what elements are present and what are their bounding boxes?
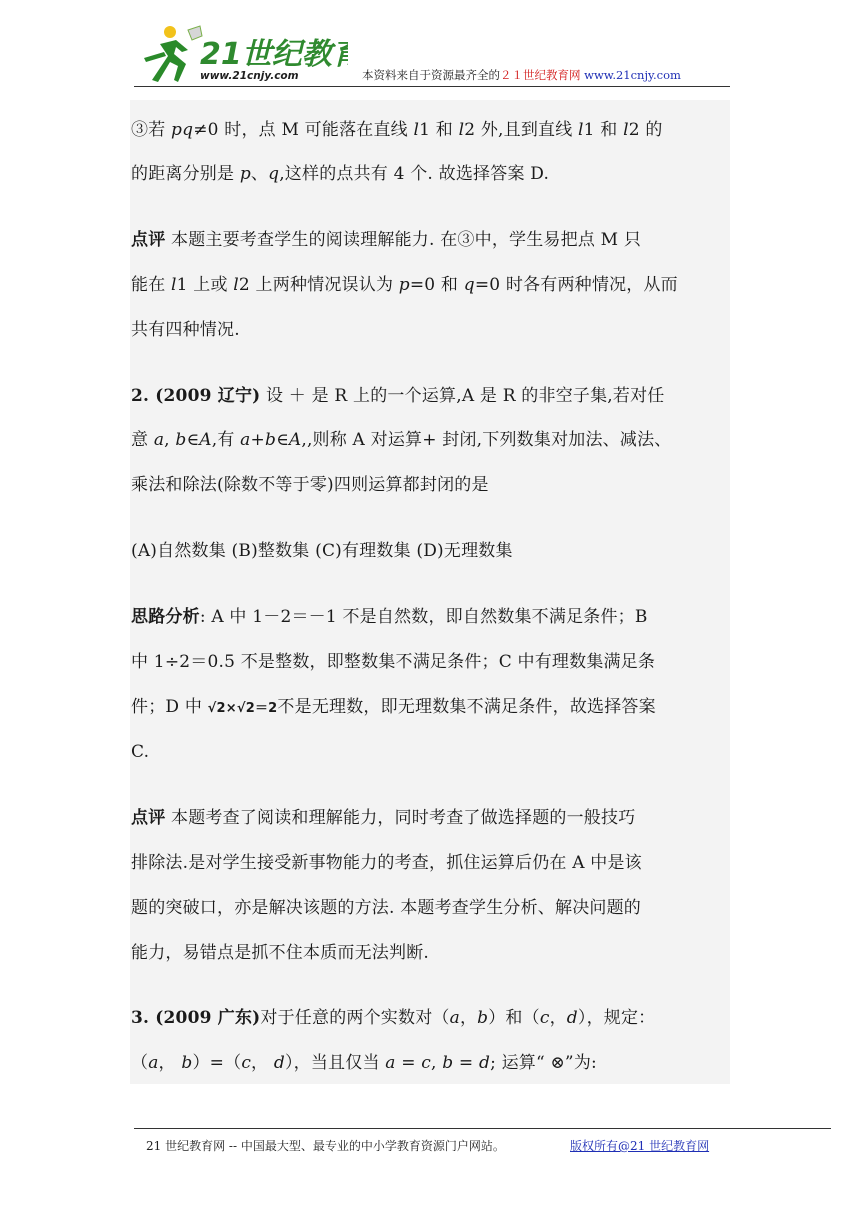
text-segment: : A 中 1－2＝－1 不是自然数，即自然数集不满足条件；B: [199, 607, 648, 627]
footer-copyright-link[interactable]: 版权所有@21 世纪教育网: [570, 1139, 710, 1153]
text-segment: b: [175, 430, 187, 450]
text-segment: =0 和: [409, 275, 464, 295]
text-line: [131, 851, 730, 875]
text-segment: ; 运算“ ⊗”为:: [490, 1053, 597, 1073]
text-segment: ,: [431, 1053, 443, 1073]
text-segment: 1 和: [583, 120, 624, 140]
text-line: [131, 384, 730, 408]
text-segment: ,有: [211, 430, 241, 450]
text-segment: 2. (2009 辽宁): [131, 386, 261, 406]
logo-url: www.21cnjy.com: [200, 70, 299, 82]
text-segment: ,这样的点共有 4 个. 故选择答案 D.: [279, 164, 550, 184]
text-segment: q: [268, 164, 280, 184]
text-segment: c: [241, 1053, 252, 1073]
text-line: [131, 118, 730, 142]
text-segment: 共有四种情况.: [131, 320, 240, 340]
text-segment: b: [442, 1053, 454, 1073]
text-line: [131, 473, 730, 497]
text-segment: 本题考查了阅读和理解能力，同时考查了做选择题的一般技巧: [165, 808, 636, 828]
text-line: [131, 273, 730, 297]
text-segment: q: [463, 275, 475, 295]
text-segment: ，: [459, 1008, 478, 1028]
text-segment: ③若: [131, 120, 172, 140]
text-segment: 排除法.是对学生接受新事物能力的考查，抓住运算后仍在 A 中是该: [131, 853, 642, 873]
text-segment: ），规定：: [577, 1008, 656, 1028]
text-segment: =: [453, 1053, 479, 1073]
text-segment: l: [171, 275, 177, 295]
text-segment: ，: [251, 1053, 274, 1073]
text-line: [131, 941, 730, 965]
text-segment: ∈: [186, 430, 200, 450]
text-segment: d: [566, 1008, 578, 1028]
text-segment: a: [385, 1053, 396, 1073]
text-segment: 件；D 中: [131, 697, 208, 717]
text-line: [131, 1051, 730, 1075]
text-segment: 本题主要考查学生的阅读理解能力. 在③中，学生易把点 M 只: [165, 230, 642, 250]
text-segment: 意: [131, 430, 154, 450]
text-segment: A: [288, 430, 302, 450]
text-segment: 、: [250, 164, 269, 184]
text-line: [131, 428, 730, 452]
text-segment: d: [273, 1053, 285, 1073]
text-segment: 1 上或: [176, 275, 234, 295]
text-segment: A: [199, 430, 212, 450]
text-segment: a: [153, 430, 165, 450]
text-segment: （: [131, 1053, 149, 1073]
text-line: [131, 740, 730, 764]
text-segment: a: [148, 1053, 159, 1073]
text-segment: √2×√2＝2: [207, 701, 278, 716]
text-segment: ≠0 时，点 M 可能落在直线: [193, 120, 414, 140]
text-segment: a: [449, 1008, 460, 1028]
header-note-url[interactable]: www.21cnjy.com: [584, 68, 681, 82]
text-segment: 2 上两种情况误认为: [238, 275, 399, 295]
text-line: [131, 1006, 730, 1030]
text-segment: l: [458, 120, 465, 140]
footer-divider: [134, 1128, 831, 1129]
text-segment: b: [181, 1053, 193, 1073]
text-segment: b: [264, 430, 277, 450]
text-segment: l: [413, 120, 420, 140]
text-segment: 题的突破口，亦是解决该题的方法. 本题考查学生分析、解决问题的: [131, 898, 642, 918]
text-segment: 中 1÷2＝0.5 不是整数，即整数集不满足条件；C 中有理数集满足条: [131, 652, 656, 672]
text-segment: 对于任意的两个实数对（: [260, 1008, 450, 1028]
text-segment: (A)自然数集 (B)整数集 (C)有理数集 (D)无理数集: [131, 541, 513, 561]
text-segment: 能力，易错点是抓不住本质而无法判断.: [131, 943, 430, 963]
text-line: [131, 162, 730, 186]
text-line: [131, 896, 730, 920]
text-line: [131, 806, 730, 830]
text-segment: =0 时各有两种情况，从而: [474, 275, 678, 295]
text-segment: C.: [131, 742, 150, 762]
text-segment: c: [421, 1053, 431, 1073]
text-segment: a: [240, 430, 251, 450]
text-segment: 3. (2009 广东): [131, 1008, 261, 1028]
text-segment: ），当且仅当: [284, 1053, 386, 1073]
text-segment: 乘法和除法(除数不等于零)四则运算都封闭的是: [131, 475, 489, 495]
text-segment: d: [478, 1053, 491, 1073]
text-segment: p: [398, 275, 410, 295]
text-line: [131, 539, 730, 563]
text-line: [131, 228, 730, 252]
header-divider: [134, 86, 730, 87]
header-note: [362, 67, 681, 83]
text-segment: c: [539, 1008, 550, 1028]
header-note-prefix: 本资料来自于资源最齐全的: [362, 68, 500, 82]
text-segment: ）=（: [192, 1053, 242, 1073]
text-segment: ,,则称 A 对运算+ 封闭,下列数集对加法、减法、: [301, 430, 672, 450]
text-segment: pq: [171, 120, 194, 140]
text-segment: =: [395, 1053, 422, 1073]
text-segment: ，: [158, 1053, 182, 1073]
footer-text: 21 世纪教育网 -- 中国最大型、最专业的中小学教育资源门户网站。: [146, 1139, 505, 1153]
text-segment: ,: [164, 430, 176, 450]
text-line: [131, 605, 730, 629]
text-segment: b: [477, 1008, 489, 1028]
text-segment: 点评: [131, 230, 166, 250]
text-segment: ∈: [276, 430, 289, 450]
text-line: [131, 650, 730, 674]
text-line: [131, 318, 730, 342]
text-segment: 的距离分别是: [131, 164, 240, 184]
text-segment: 能在: [131, 275, 172, 295]
header-note-site[interactable]: ２１世纪教育网: [500, 68, 581, 82]
text-line: [131, 695, 730, 721]
logo-text: 21世纪教育: [200, 37, 348, 72]
text-segment: 2 的: [628, 120, 663, 140]
text-segment: 设 ＋ 是 R 上的一个运算,A 是 R 的非空子集,若对任: [260, 386, 665, 406]
text-segment: 1 和: [419, 120, 459, 140]
text-segment: p: [239, 164, 251, 184]
site-logo: [138, 22, 348, 84]
text-segment: ）和（: [488, 1008, 540, 1028]
text-segment: l: [578, 120, 584, 140]
text-segment: ，: [549, 1008, 567, 1028]
text-segment: l: [623, 120, 629, 140]
text-segment: 思路分析: [131, 607, 200, 627]
text-segment: l: [233, 275, 239, 295]
text-segment: 2 外,且到直线: [464, 120, 579, 140]
text-segment: +: [250, 430, 265, 450]
text-segment: 点评: [131, 808, 166, 828]
text-segment: 不是无理数，即无理数集不满足条件，故选择答案: [277, 697, 656, 717]
